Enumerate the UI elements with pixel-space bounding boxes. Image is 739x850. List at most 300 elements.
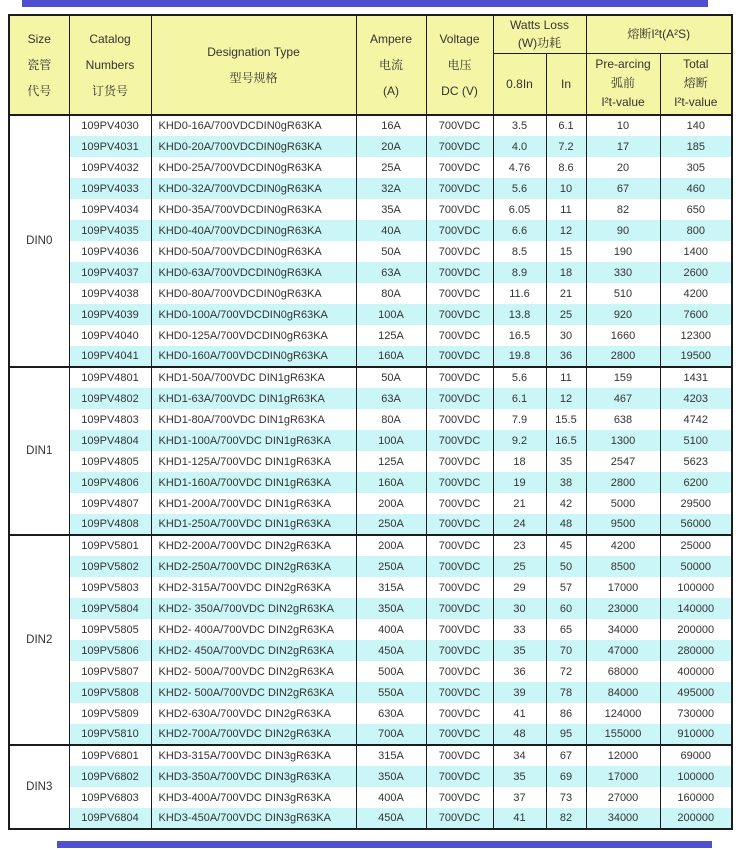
- cell-watts-in: 38: [546, 472, 586, 493]
- col-header-size: [9, 15, 69, 115]
- cell-catalog-number: 109PV4031: [69, 136, 151, 157]
- cell-designation-type: KHD0-80A/700VDCDIN0gR63KA: [151, 283, 356, 304]
- cell-catalog-number: 109PV6803: [69, 787, 151, 808]
- table-row: [9, 535, 732, 556]
- cell-total-i2t: 460: [660, 178, 732, 199]
- cell-total-i2t: 200000: [660, 808, 732, 829]
- col-header-total-line: I²t-value: [674, 95, 718, 110]
- cell-voltage: 700VDC: [426, 577, 493, 598]
- cell-catalog-number: 109PV4041: [69, 346, 151, 367]
- table-row: [9, 241, 732, 262]
- cell-ampere: 315A: [356, 577, 426, 598]
- cell-catalog-number: 109PV6802: [69, 766, 151, 787]
- table-row: [9, 745, 732, 766]
- cell-prearcing-i2t: 4200: [586, 535, 660, 556]
- table-row: [9, 619, 732, 640]
- cell-total-i2t: 12300: [660, 325, 732, 346]
- table-row: [9, 682, 732, 703]
- cell-watts-in: 72: [546, 661, 586, 682]
- cell-designation-type: KHD2- 350A/700VDC DIN2gR63KA: [151, 598, 356, 619]
- cell-catalog-number: 109PV5810: [69, 724, 151, 745]
- cell-ampere: 250A: [356, 556, 426, 577]
- table-row: [9, 388, 732, 409]
- cell-voltage: 700VDC: [426, 430, 493, 451]
- cell-total-i2t: 730000: [660, 703, 732, 724]
- cell-watts-in: 82: [546, 808, 586, 829]
- cell-watts-in: 15: [546, 241, 586, 262]
- cell-catalog-number: 109PV6804: [69, 808, 151, 829]
- cell-total-i2t: 6200: [660, 472, 732, 493]
- cell-watts-08in: 7.9: [493, 409, 546, 430]
- spec-table: [8, 14, 733, 830]
- col-header-voltage: [426, 15, 493, 115]
- col-header-catalog-line: 订货号: [91, 84, 128, 98]
- table-row: [9, 661, 732, 682]
- col-header-catalog-line: Catalog: [89, 32, 131, 46]
- cell-voltage: 700VDC: [426, 787, 493, 808]
- cell-voltage: 700VDC: [426, 136, 493, 157]
- cell-voltage: 700VDC: [426, 241, 493, 262]
- cell-catalog-number: 109PV4039: [69, 304, 151, 325]
- cell-watts-in: 50: [546, 556, 586, 577]
- cell-designation-type: KHD2-700A/700VDC DIN2gR63KA: [151, 724, 356, 745]
- cell-watts-in: 36: [546, 346, 586, 367]
- col-header-ampere: [356, 15, 426, 115]
- cell-voltage: 700VDC: [426, 514, 493, 535]
- cell-catalog-number: 109PV5804: [69, 598, 151, 619]
- cell-watts-in: 95: [546, 724, 586, 745]
- cell-prearcing-i2t: 2800: [586, 472, 660, 493]
- cell-ampere: 700A: [356, 724, 426, 745]
- cell-watts-in: 86: [546, 703, 586, 724]
- cell-designation-type: KHD1-50A/700VDC DIN1gR63KA: [151, 367, 356, 388]
- col-header-08in: 0.8In: [493, 53, 546, 115]
- size-group-label: DIN2: [9, 535, 69, 745]
- cell-catalog-number: 109PV5809: [69, 703, 151, 724]
- cell-prearcing-i2t: 9500: [586, 514, 660, 535]
- cell-designation-type: KHD3-450A/700VDC DIN3gR63KA: [151, 808, 356, 829]
- cell-ampere: 450A: [356, 808, 426, 829]
- cell-watts-in: 15.5: [546, 409, 586, 430]
- table-row: [9, 787, 732, 808]
- col-header-in: In: [546, 53, 586, 115]
- cell-catalog-number: 109PV4040: [69, 325, 151, 346]
- cell-voltage: 700VDC: [426, 766, 493, 787]
- cell-total-i2t: 69000: [660, 745, 732, 766]
- cell-watts-in: 69: [546, 766, 586, 787]
- col-header-size-line: 代号: [27, 84, 52, 98]
- cell-watts-in: 65: [546, 619, 586, 640]
- cell-total-i2t: 400000: [660, 661, 732, 682]
- cell-watts-08in: 4.0: [493, 136, 546, 157]
- cell-watts-in: 18: [546, 262, 586, 283]
- cell-catalog-number: 109PV6801: [69, 745, 151, 766]
- cell-watts-08in: 29: [493, 577, 546, 598]
- cell-watts-08in: 41: [493, 703, 546, 724]
- cell-designation-type: KHD2- 450A/700VDC DIN2gR63KA: [151, 640, 356, 661]
- cell-ampere: 125A: [356, 325, 426, 346]
- cell-watts-08in: 39: [493, 682, 546, 703]
- cell-watts-08in: 18: [493, 451, 546, 472]
- cell-total-i2t: 100000: [660, 766, 732, 787]
- cell-designation-type: KHD0-63A/700VDCDIN0gR63KA: [151, 262, 356, 283]
- cell-voltage: 700VDC: [426, 808, 493, 829]
- size-group-din3: [9, 745, 732, 829]
- table-row: [9, 136, 732, 157]
- cell-watts-08in: 16.5: [493, 325, 546, 346]
- cell-designation-type: KHD0-16A/700VDCDIN0gR63KA: [151, 115, 356, 136]
- cell-catalog-number: 109PV4034: [69, 199, 151, 220]
- cell-designation-type: KHD2- 400A/700VDC DIN2gR63KA: [151, 619, 356, 640]
- cell-ampere: 550A: [356, 682, 426, 703]
- size-group-din0: [9, 115, 732, 367]
- cell-watts-08in: 33: [493, 619, 546, 640]
- cell-designation-type: KHD2- 500A/700VDC DIN2gR63KA: [151, 661, 356, 682]
- cell-catalog-number: 109PV4803: [69, 409, 151, 430]
- size-group-din2: [9, 535, 732, 745]
- table-row: [9, 157, 732, 178]
- table-row: [9, 115, 732, 136]
- cell-ampere: 200A: [356, 493, 426, 514]
- top-accent-bar: [22, 0, 708, 7]
- col-header-voltage-line: DC (V): [441, 84, 478, 98]
- cell-catalog-number: 109PV5807: [69, 661, 151, 682]
- col-header-total-line: 熔断: [683, 76, 708, 91]
- cell-watts-08in: 19: [493, 472, 546, 493]
- cell-ampere: 500A: [356, 661, 426, 682]
- cell-watts-in: 16.5: [546, 430, 586, 451]
- cell-watts-in: 6.1: [546, 115, 586, 136]
- cell-designation-type: KHD2-250A/700VDC DIN2gR63KA: [151, 556, 356, 577]
- cell-designation-type: KHD0-32A/700VDCDIN0gR63KA: [151, 178, 356, 199]
- cell-watts-08in: 35: [493, 640, 546, 661]
- cell-watts-in: 12: [546, 388, 586, 409]
- cell-voltage: 700VDC: [426, 283, 493, 304]
- cell-voltage: 700VDC: [426, 220, 493, 241]
- cell-ampere: 32A: [356, 178, 426, 199]
- cell-ampere: 630A: [356, 703, 426, 724]
- cell-watts-08in: 23: [493, 535, 546, 556]
- col-header-watts-loss-line: (W)功耗: [517, 36, 562, 51]
- bottom-accent-bar: [57, 841, 712, 848]
- col-header-designation-line: Designation Type: [207, 45, 300, 59]
- size-group-label: DIN0: [9, 115, 69, 367]
- cell-designation-type: KHD0-125A/700VDCDIN0gR63KA: [151, 325, 356, 346]
- cell-designation-type: KHD2- 500A/700VDC DIN2gR63KA: [151, 682, 356, 703]
- col-header-ampere-line: (A): [383, 84, 399, 98]
- cell-watts-08in: 5.6: [493, 367, 546, 388]
- table-row: [9, 409, 732, 430]
- cell-watts-in: 25: [546, 304, 586, 325]
- cell-ampere: 63A: [356, 262, 426, 283]
- cell-catalog-number: 109PV4037: [69, 262, 151, 283]
- cell-designation-type: KHD1-125A/700VDC DIN1gR63KA: [151, 451, 356, 472]
- cell-designation-type: KHD0-40A/700VDCDIN0gR63KA: [151, 220, 356, 241]
- cell-prearcing-i2t: 17: [586, 136, 660, 157]
- cell-total-i2t: 19500: [660, 346, 732, 367]
- cell-watts-08in: 6.1: [493, 388, 546, 409]
- cell-total-i2t: 4200: [660, 283, 732, 304]
- cell-watts-08in: 34: [493, 745, 546, 766]
- cell-watts-08in: 5.6: [493, 178, 546, 199]
- col-header-watts-loss-line: Watts Loss: [510, 18, 569, 33]
- cell-catalog-number: 109PV4805: [69, 451, 151, 472]
- cell-prearcing-i2t: 12000: [586, 745, 660, 766]
- cell-ampere: 400A: [356, 619, 426, 640]
- cell-total-i2t: 185: [660, 136, 732, 157]
- cell-catalog-number: 109PV4807: [69, 493, 151, 514]
- col-header-prearcing-line: 弧前: [610, 76, 635, 91]
- cell-watts-in: 42: [546, 493, 586, 514]
- cell-total-i2t: 50000: [660, 556, 732, 577]
- cell-prearcing-i2t: 34000: [586, 808, 660, 829]
- cell-watts-in: 8.6: [546, 157, 586, 178]
- table-row: [9, 556, 732, 577]
- cell-watts-08in: 11.6: [493, 283, 546, 304]
- cell-total-i2t: 650: [660, 199, 732, 220]
- cell-total-i2t: 910000: [660, 724, 732, 745]
- cell-prearcing-i2t: 920: [586, 304, 660, 325]
- cell-catalog-number: 109PV5806: [69, 640, 151, 661]
- cell-voltage: 700VDC: [426, 388, 493, 409]
- cell-total-i2t: 800: [660, 220, 732, 241]
- cell-voltage: 700VDC: [426, 703, 493, 724]
- cell-prearcing-i2t: 68000: [586, 661, 660, 682]
- cell-designation-type: KHD3-350A/700VDC DIN3gR63KA: [151, 766, 356, 787]
- cell-catalog-number: 109PV4036: [69, 241, 151, 262]
- cell-catalog-number: 109PV4806: [69, 472, 151, 493]
- cell-total-i2t: 140000: [660, 598, 732, 619]
- cell-designation-type: KHD3-400A/700VDC DIN3gR63KA: [151, 787, 356, 808]
- cell-ampere: 450A: [356, 640, 426, 661]
- cell-total-i2t: 100000: [660, 577, 732, 598]
- cell-prearcing-i2t: 1660: [586, 325, 660, 346]
- col-header-voltage-line: Voltage: [439, 32, 480, 46]
- cell-ampere: 125A: [356, 451, 426, 472]
- cell-watts-in: 73: [546, 787, 586, 808]
- cell-total-i2t: 4742: [660, 409, 732, 430]
- cell-ampere: 100A: [356, 304, 426, 325]
- cell-watts-08in: 35: [493, 766, 546, 787]
- cell-total-i2t: 4203: [660, 388, 732, 409]
- cell-watts-in: 11: [546, 367, 586, 388]
- cell-ampere: 20A: [356, 136, 426, 157]
- col-header-voltage-line: 电压: [447, 58, 472, 72]
- cell-voltage: 700VDC: [426, 262, 493, 283]
- cell-designation-type: KHD2-315A/700VDC DIN2gR63KA: [151, 577, 356, 598]
- cell-watts-08in: 9.2: [493, 430, 546, 451]
- cell-watts-in: 45: [546, 535, 586, 556]
- cell-watts-08in: 21: [493, 493, 546, 514]
- cell-prearcing-i2t: 5000: [586, 493, 660, 514]
- cell-designation-type: KHD0-160A/700VDCDIN0gR63KA: [151, 346, 356, 367]
- cell-ampere: 35A: [356, 199, 426, 220]
- cell-prearcing-i2t: 17000: [586, 577, 660, 598]
- cell-catalog-number: 109PV4035: [69, 220, 151, 241]
- cell-prearcing-i2t: 17000: [586, 766, 660, 787]
- cell-prearcing-i2t: 84000: [586, 682, 660, 703]
- table-row: [9, 430, 732, 451]
- col-header-total: [660, 53, 732, 115]
- cell-catalog-number: 109PV4030: [69, 115, 151, 136]
- col-header-prearcing: [586, 53, 660, 115]
- col-header-i2t-line: 熔断I²t(A²S): [627, 27, 691, 42]
- cell-watts-08in: 41: [493, 808, 546, 829]
- cell-catalog-number: 109PV4032: [69, 157, 151, 178]
- cell-watts-08in: 30: [493, 598, 546, 619]
- cell-designation-type: KHD1-63A/700VDC DIN1gR63KA: [151, 388, 356, 409]
- cell-voltage: 700VDC: [426, 367, 493, 388]
- table-row: [9, 640, 732, 661]
- cell-catalog-number: 109PV4804: [69, 430, 151, 451]
- cell-watts-in: 7.2: [546, 136, 586, 157]
- col-header-ampere-line: 电流: [378, 58, 403, 72]
- cell-watts-in: 67: [546, 745, 586, 766]
- cell-designation-type: KHD0-25A/700VDCDIN0gR63KA: [151, 157, 356, 178]
- table-row: [9, 577, 732, 598]
- cell-prearcing-i2t: 638: [586, 409, 660, 430]
- cell-watts-in: 70: [546, 640, 586, 661]
- cell-designation-type: KHD2-630A/700VDC DIN2gR63KA: [151, 703, 356, 724]
- size-group-label: DIN1: [9, 367, 69, 535]
- table-header: [9, 15, 732, 115]
- cell-watts-08in: 8.5: [493, 241, 546, 262]
- cell-watts-in: 60: [546, 598, 586, 619]
- cell-watts-08in: 6.05: [493, 199, 546, 220]
- cell-total-i2t: 7600: [660, 304, 732, 325]
- cell-total-i2t: 1400: [660, 241, 732, 262]
- cell-ampere: 100A: [356, 430, 426, 451]
- cell-watts-in: 48: [546, 514, 586, 535]
- cell-prearcing-i2t: 2800: [586, 346, 660, 367]
- col-header-catalog: [69, 15, 151, 115]
- cell-designation-type: KHD1-80A/700VDC DIN1gR63KA: [151, 409, 356, 430]
- col-header-designation: [151, 15, 356, 115]
- cell-prearcing-i2t: 27000: [586, 787, 660, 808]
- cell-watts-08in: 19.8: [493, 346, 546, 367]
- table-row: [9, 220, 732, 241]
- cell-voltage: 700VDC: [426, 745, 493, 766]
- col-header-size-line: 瓷管: [27, 58, 52, 72]
- table-row: [9, 766, 732, 787]
- cell-prearcing-i2t: 1300: [586, 430, 660, 451]
- cell-voltage: 700VDC: [426, 724, 493, 745]
- cell-voltage: 700VDC: [426, 199, 493, 220]
- cell-catalog-number: 109PV4808: [69, 514, 151, 535]
- cell-voltage: 700VDC: [426, 640, 493, 661]
- cell-voltage: 700VDC: [426, 556, 493, 577]
- cell-total-i2t: 56000: [660, 514, 732, 535]
- col-header-total-line: Total: [683, 57, 709, 72]
- cell-ampere: 200A: [356, 535, 426, 556]
- cell-total-i2t: 280000: [660, 640, 732, 661]
- cell-watts-in: 11: [546, 199, 586, 220]
- cell-designation-type: KHD1-100A/700VDC DIN1gR63KA: [151, 430, 356, 451]
- cell-watts-in: 21: [546, 283, 586, 304]
- cell-voltage: 700VDC: [426, 661, 493, 682]
- col-header-ampere-line: Ampere: [369, 32, 413, 46]
- table-row: [9, 493, 732, 514]
- cell-voltage: 700VDC: [426, 682, 493, 703]
- table-row: [9, 262, 732, 283]
- cell-prearcing-i2t: 330: [586, 262, 660, 283]
- cell-catalog-number: 109PV5808: [69, 682, 151, 703]
- col-header-watts-loss: [493, 15, 586, 53]
- table-row: [9, 367, 732, 388]
- cell-prearcing-i2t: 159: [586, 367, 660, 388]
- cell-voltage: 700VDC: [426, 409, 493, 430]
- cell-catalog-number: 109PV5805: [69, 619, 151, 640]
- cell-ampere: 350A: [356, 766, 426, 787]
- cell-prearcing-i2t: 82: [586, 199, 660, 220]
- cell-ampere: 50A: [356, 367, 426, 388]
- cell-ampere: 160A: [356, 472, 426, 493]
- table-row: [9, 346, 732, 367]
- spec-table-wrapper: [8, 14, 731, 830]
- cell-prearcing-i2t: 8500: [586, 556, 660, 577]
- cell-prearcing-i2t: 510: [586, 283, 660, 304]
- cell-voltage: 700VDC: [426, 157, 493, 178]
- size-group-din1: [9, 367, 732, 535]
- cell-total-i2t: 25000: [660, 535, 732, 556]
- cell-prearcing-i2t: 67: [586, 178, 660, 199]
- cell-ampere: 40A: [356, 220, 426, 241]
- col-header-prearcing-line: I²t-value: [601, 95, 645, 110]
- table-row: [9, 451, 732, 472]
- table-row: [9, 325, 732, 346]
- cell-ampere: 50A: [356, 241, 426, 262]
- col-header-i2t: [586, 15, 732, 53]
- table-row: [9, 178, 732, 199]
- cell-watts-08in: 37: [493, 787, 546, 808]
- table-row: [9, 808, 732, 829]
- cell-catalog-number: 109PV4801: [69, 367, 151, 388]
- cell-watts-08in: 25: [493, 556, 546, 577]
- cell-total-i2t: 305: [660, 157, 732, 178]
- cell-voltage: 700VDC: [426, 115, 493, 136]
- cell-prearcing-i2t: 2547: [586, 451, 660, 472]
- cell-ampere: 80A: [356, 409, 426, 430]
- cell-voltage: 700VDC: [426, 472, 493, 493]
- cell-ampere: 350A: [356, 598, 426, 619]
- cell-voltage: 700VDC: [426, 598, 493, 619]
- cell-watts-in: 12: [546, 220, 586, 241]
- cell-prearcing-i2t: 23000: [586, 598, 660, 619]
- cell-ampere: 80A: [356, 283, 426, 304]
- cell-total-i2t: 5623: [660, 451, 732, 472]
- cell-watts-in: 57: [546, 577, 586, 598]
- cell-watts-in: 35: [546, 451, 586, 472]
- cell-designation-type: KHD0-20A/700VDCDIN0gR63KA: [151, 136, 356, 157]
- cell-catalog-number: 109PV4802: [69, 388, 151, 409]
- cell-watts-08in: 4.76: [493, 157, 546, 178]
- cell-voltage: 700VDC: [426, 535, 493, 556]
- cell-prearcing-i2t: 190: [586, 241, 660, 262]
- cell-designation-type: KHD3-315A/700VDC DIN3gR63KA: [151, 745, 356, 766]
- cell-prearcing-i2t: 47000: [586, 640, 660, 661]
- cell-prearcing-i2t: 34000: [586, 619, 660, 640]
- cell-designation-type: KHD0-100A/700VDCDIN0gR63KA: [151, 304, 356, 325]
- table-row: [9, 304, 732, 325]
- table-row: [9, 514, 732, 535]
- col-header-catalog-line: Numbers: [85, 58, 135, 72]
- cell-voltage: 700VDC: [426, 304, 493, 325]
- cell-prearcing-i2t: 467: [586, 388, 660, 409]
- col-header-size-line: Size: [27, 32, 51, 46]
- cell-watts-08in: 24: [493, 514, 546, 535]
- cell-catalog-number: 109PV5801: [69, 535, 151, 556]
- cell-ampere: 16A: [356, 115, 426, 136]
